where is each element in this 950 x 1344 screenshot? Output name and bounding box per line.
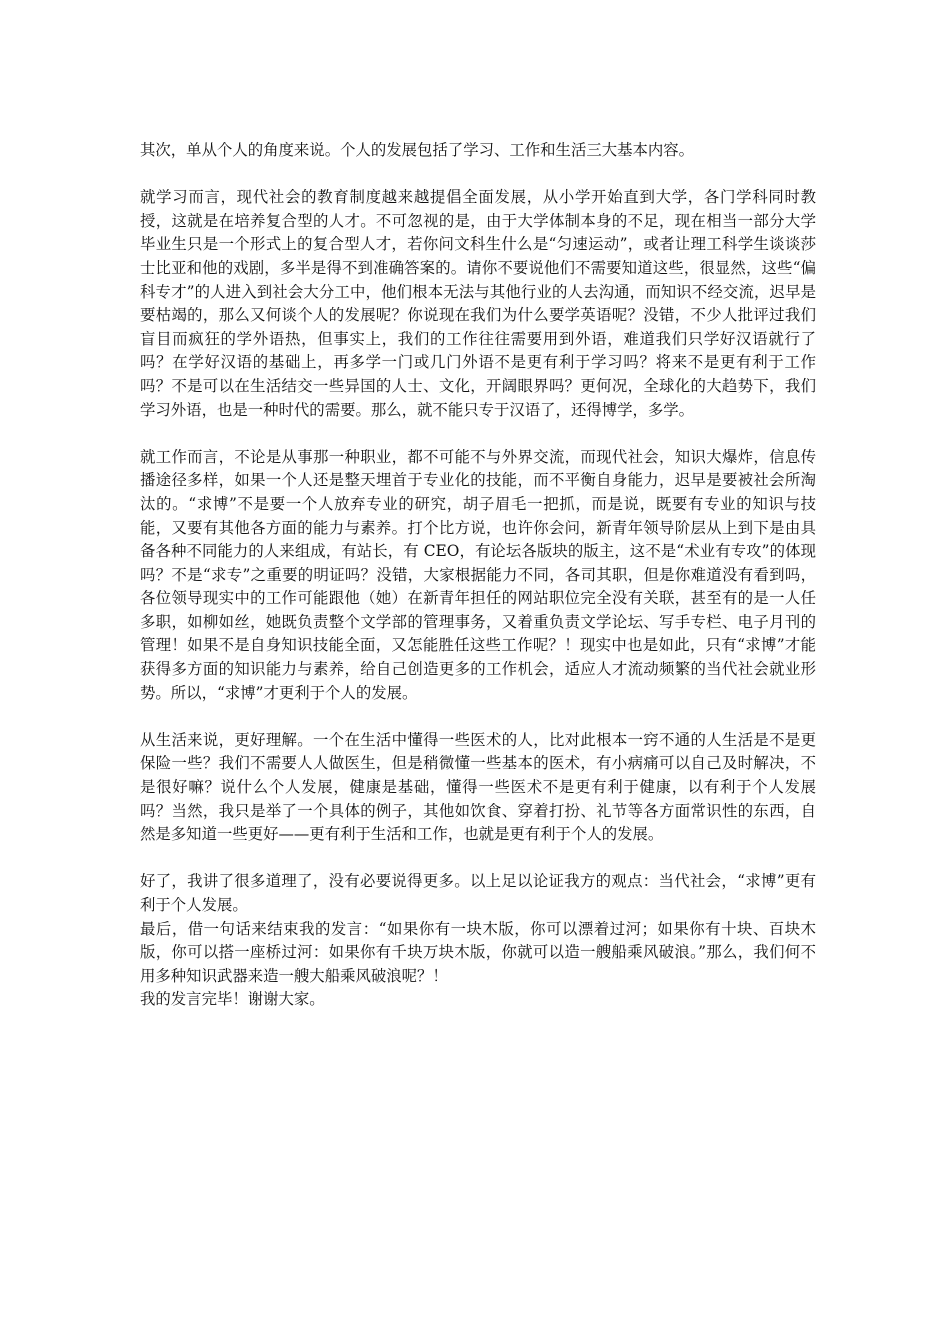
closing-summary: 好了，我讲了很多道理了，没有必要说得更多。以上足以论证我方的观点：当代社会，“求博”更有利于个人发展。 — [140, 872, 816, 914]
paragraph-life: 从生活来说，更好理解。一个在生活中懂得一些医术的人，比对此根本一窍不通的人生活是不是更保险一些？我们不需要人人做医生，但是稍微懂一些基本的医术，有小病痛可以自己及时解决，不是很好嘛？说什么个人发展，健康是基础，懂得一些医术不是更有利于健康，以有利于个人发展吗？当然，我只是举了一个具体的例子，其他如饮食、穿着打扮、礼节等各方面常识性的东西，自然是多知道一些更好——更有利于生活和工作，也就是更有利于个人的发展。 — [140, 730, 816, 844]
paragraph-study: 就学习而言，现代社会的教育制度越来越提倡全面发展，从小学开始直到大学，各门学科同时教授，这就是在培养复合型的人才。不可忽视的是，由于大学体制本身的不足，现在相当一部分大学毕业生只是一个形式上的复合型人才，若你问文科生什么是“匀速运动”，或者让理工科学生谈谈莎士比亚和他的戏剧，多半是得不到准确答案的。请你不要说他们不需要知道这些，很显然，这些“偏科专才”的人进入到社会大分工中，他们根本无法与其他行业的人去沟通，而知识不经交流，迟早是要枯竭的，那么又何谈个人的发展呢？你说现在我们为什么要学英语呢？没错，不少人批评过我们盲目而疯狂的学外语热，但事实上，我们的工作往往需要用到外语，难道我们只学好汉语就行了吗？在学好汉语的基础上，再多学一门或几门外语不是更有利于学习吗？将来不是更有利于工作吗？不是可以在生活结交一些异国的人士、文化，开阔眼界吗？更何况，全球化的大趋势下，我们学习外语，也是一种时代的需要。那么，就不能只专于汉语了，还得博学，多学。 — [140, 188, 816, 419]
paragraph-work: 就工作而言，不论是从事那一种职业，都不可能不与外界交流，而现代社会，知识大爆炸，信息传播途径多样，如果一个人还是整天埋首于专业化的技能，而不平衡自身能力，迟早是要被社会所淘汰的。“求博”不是要一个人放弃专业的研究，胡子眉毛一把抓，而是说，既要有专业的知识与技能，又要有其他各方面的能力与素养。打个比方说，也许你会问，新青年领导阶层从上到下是由具备各种不同能力的人来组成，有站长，有 CEO，有论坛各版块的版主，这不是“术业有专攻”的体现吗？不是“求专”之重要的明证吗？没错，大家根据能力不同，各司其职，但是你难道没有看到吗，各位领导现实中的工作可能跟他（她）在新青年担任的网站职位完全没有关联，甚至有的是一人任多职，如柳如丝，她既负责整个文学部的管理事务，又着重负责文学论坛、写手专栏、电子月刊的管理！如果不是自身知识技能全面，又怎能胜任这些工作呢？！现实中也是如此，只有“求博”才能获得多方面的知识能力与素养，给自己创造更多的工作机会，适应人才流动频繁的当代社会就业形势。所以，“求博”才更利于个人的发展。 — [140, 447, 816, 702]
closing-quote: 最后，借一句话来结束我的发言：“如果你有一块木版，你可以漂着过河；如果你有十块、百块木版，你可以搭一座桥过河：如果你有千块万块木版，你就可以造一艘船乘风破浪。”那么，我们何不用多种知识武器来造一艘大船乘风破浪呢？！ — [140, 919, 816, 985]
paragraph-intro: 其次，单从个人的角度来说。个人的发展包括了学习、工作和生活三大基本内容。 — [140, 141, 695, 159]
document-body — [140, 139, 816, 1012]
closing-thanks: 我的发言完毕！谢谢大家。 — [140, 990, 325, 1009]
